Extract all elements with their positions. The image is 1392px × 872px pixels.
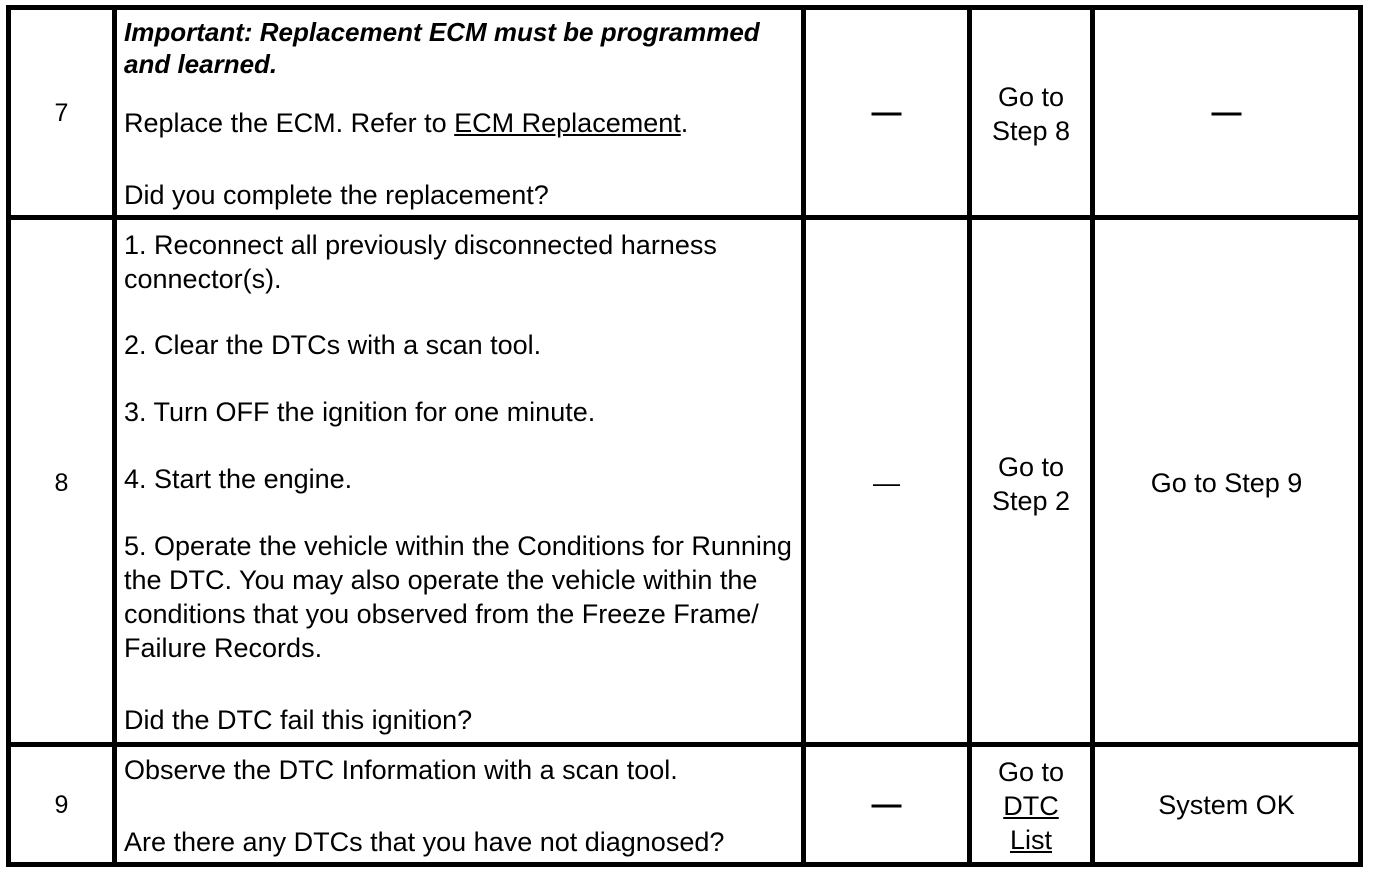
yes-label: Go to [997, 757, 1065, 787]
yes-label: Go to [997, 452, 1065, 482]
column-divider [801, 5, 806, 867]
step-number: 8 [54, 469, 69, 497]
procedure-step: 2. Clear the DTCs with a scan tool. [124, 330, 542, 360]
table-border-bottom [6, 862, 1363, 867]
table-border-left [6, 5, 11, 867]
value-cell: — [871, 788, 902, 821]
value-cell: — [873, 468, 900, 498]
action-text-prefix: Replace the ECM. Refer to [124, 108, 455, 138]
column-divider [1090, 5, 1095, 867]
action-text-suffix: . [680, 108, 689, 138]
step-action [124, 16, 800, 212]
action-text: Observe the DTC Information with a scan tool. [124, 755, 678, 785]
column-divider [112, 5, 117, 867]
ecm-replacement-link[interactable]: ECM Replacement [454, 108, 681, 138]
value-cell: — [871, 96, 902, 129]
table-border-top [6, 5, 1363, 10]
yes-label: Go to [997, 82, 1065, 112]
procedure-step: 5. Operate the vehicle within the Conditions for Running the DTC. You may also operate the vehicle within the conditions that you observed from the Freeze Frame/ Failure Records. [124, 531, 792, 663]
yes-cell [972, 80, 1090, 148]
no-cell[interactable]: Go to Step 9 [1150, 468, 1303, 498]
procedure-step: 3. Turn OFF the ignition for one minute. [124, 397, 596, 427]
action-text [124, 106, 800, 140]
yes-step-link[interactable]: Step 8 [991, 116, 1071, 146]
step-question: Did you complete the replacement? [124, 180, 549, 210]
dtc-list-link[interactable]: List [1009, 825, 1053, 855]
table-border-right [1358, 5, 1363, 867]
step-action [124, 228, 800, 737]
step-number: 7 [54, 99, 69, 127]
row-divider [6, 742, 1363, 747]
important-note: Important: Replacement ECM must be programmed and learned. [124, 17, 760, 79]
yes-cell [972, 755, 1090, 857]
yes-cell [972, 450, 1090, 518]
yes-step-link[interactable]: Step 2 [991, 486, 1071, 516]
procedure-step: 1. Reconnect all previously disconnected harness connector(s). [124, 230, 717, 294]
step-number: 9 [54, 791, 69, 819]
procedure-step: 4. Start the engine. [124, 464, 353, 494]
row-divider [6, 215, 1363, 220]
step-action [124, 753, 800, 859]
step-question: Did the DTC fail this ignition? [124, 705, 473, 735]
no-cell: — [1211, 96, 1242, 129]
step-question: Are there any DTCs that you have not diagnosed? [124, 827, 725, 857]
dtc-list-link[interactable]: DTC [1003, 791, 1059, 821]
no-cell: System OK [1158, 790, 1295, 820]
